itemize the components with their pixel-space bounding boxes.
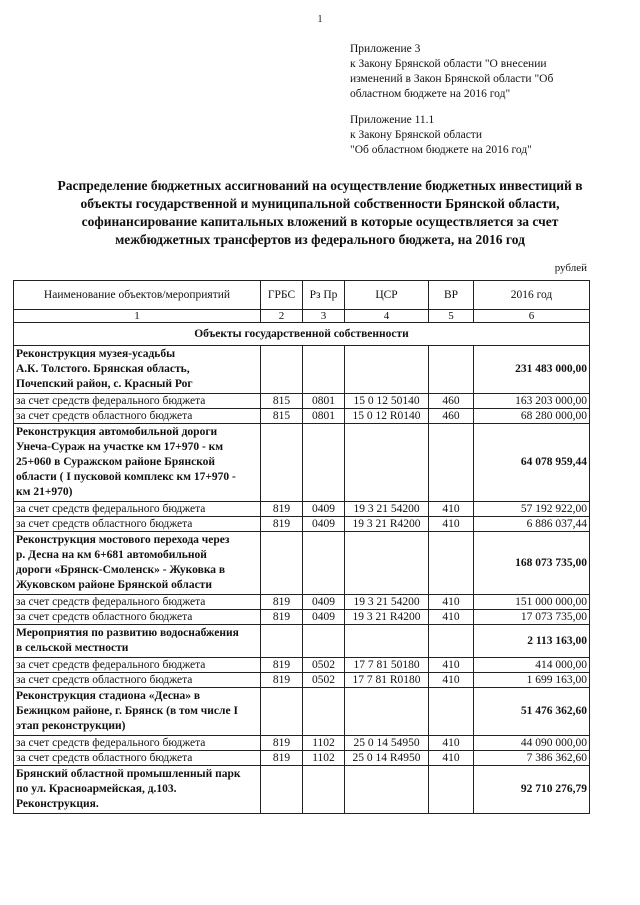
rzpr-code: 0409 — [303, 610, 345, 625]
header-grbs: ГРБС — [261, 281, 303, 310]
title-line: софинансирование капитальных вложений в которые осуществляется за счет — [81, 214, 559, 229]
object-name-line: р. Десна на км 6+681 автомобильной — [16, 549, 207, 561]
empty-cell — [429, 688, 474, 736]
object-name — [14, 625, 261, 658]
empty-cell — [345, 766, 429, 814]
vr-code: 410 — [429, 595, 474, 610]
funding-source: за счет средств федерального бюджета — [14, 595, 261, 610]
title-line: Распределение бюджетных ассигнований на осуществление бюджетных инвестиций в — [57, 178, 583, 193]
amount: 57 192 922,00 — [474, 502, 590, 517]
funding-row — [14, 517, 590, 532]
header-year: 2016 год — [474, 281, 590, 310]
rzpr-code: 0801 — [303, 409, 345, 424]
vr-code: 410 — [429, 517, 474, 532]
object-name — [14, 346, 261, 394]
object-name-line: Реконструкция музея-усадьбы — [16, 348, 176, 360]
empty-cell — [429, 766, 474, 814]
document-title — [20, 177, 620, 249]
header-name: Наименование объектов/мероприятий — [14, 281, 261, 310]
grbs-code: 819 — [261, 658, 303, 673]
object-name-line: дороги «Брянск-Смоленск» - Жуковка в — [16, 564, 226, 576]
column-number: 5 — [429, 310, 474, 323]
grbs-code: 815 — [261, 409, 303, 424]
appendix-line: изменений в Закон Брянской области "Об — [350, 73, 554, 85]
empty-cell — [429, 346, 474, 394]
funding-row — [14, 673, 590, 688]
vr-code: 410 — [429, 673, 474, 688]
header-rzpr: Рз Пр — [303, 281, 345, 310]
empty-cell — [345, 424, 429, 502]
object-name-line: области ( I пусковой комплекс км 17+970 - — [16, 471, 236, 483]
funding-source: за счет средств областного бюджета — [14, 409, 261, 424]
object-name-line: Почепский район, с. Красный Рог — [16, 378, 193, 390]
column-number: 1 — [14, 310, 261, 323]
rzpr-code: 0502 — [303, 658, 345, 673]
header-vr: ВР — [429, 281, 474, 310]
budget-table — [13, 280, 590, 814]
object-name-line: А.К. Толстого. Брянская область, — [16, 363, 190, 375]
column-number-row — [14, 310, 590, 323]
vr-code: 460 — [429, 394, 474, 409]
csr-code: 15 0 12 R0140 — [345, 409, 429, 424]
object-name-line: в сельской местности — [16, 642, 129, 654]
grbs-code: 819 — [261, 751, 303, 766]
empty-cell — [261, 346, 303, 394]
units-label: рублей — [554, 262, 587, 274]
amount: 151 000 000,00 — [474, 595, 590, 610]
appendix-line: Приложение 11.1 — [350, 114, 435, 126]
funding-source: за счет средств областного бюджета — [14, 673, 261, 688]
csr-code: 25 0 14 54950 — [345, 736, 429, 751]
page-number: 1 — [317, 14, 323, 25]
funding-source: за счет средств областного бюджета — [14, 517, 261, 532]
csr-code: 19 3 21 54200 — [345, 595, 429, 610]
grbs-code: 819 — [261, 595, 303, 610]
object-name-line: 25+060 в Суражском районе Брянской — [16, 456, 216, 468]
empty-cell — [303, 532, 345, 595]
object-name-line: Мероприятия по развитию водоснабжения — [16, 627, 239, 639]
funding-source: за счет средств областного бюджета — [14, 610, 261, 625]
header-csr: ЦСР — [345, 281, 429, 310]
csr-code: 19 3 21 54200 — [345, 502, 429, 517]
rzpr-code: 0409 — [303, 502, 345, 517]
object-name — [14, 532, 261, 595]
object-total: 231 483 000,00 — [474, 346, 590, 394]
csr-code: 25 0 14 R4950 — [345, 751, 429, 766]
empty-cell — [261, 766, 303, 814]
funding-source: за счет средств федерального бюджета — [14, 658, 261, 673]
title-line: межбюджетных трансфертов из федерального бюджета, на 2016 год — [115, 232, 525, 247]
amount: 1 699 163,00 — [474, 673, 590, 688]
amount: 17 073 735,00 — [474, 610, 590, 625]
vr-code: 410 — [429, 658, 474, 673]
amount: 7 386 362,60 — [474, 751, 590, 766]
csr-code: 19 3 21 R4200 — [345, 610, 429, 625]
csr-code: 17 7 81 50180 — [345, 658, 429, 673]
grbs-code: 815 — [261, 394, 303, 409]
empty-cell — [303, 625, 345, 658]
empty-cell — [345, 532, 429, 595]
empty-cell — [303, 424, 345, 502]
grbs-code: 819 — [261, 502, 303, 517]
vr-code: 410 — [429, 751, 474, 766]
grbs-code: 819 — [261, 736, 303, 751]
object-row — [14, 625, 590, 658]
object-name-line: Реконструкция стадиона «Десна» в — [16, 690, 201, 702]
appendix-line: к Закону Брянской области — [350, 129, 482, 141]
vr-code: 410 — [429, 610, 474, 625]
column-number: 3 — [303, 310, 345, 323]
amount: 68 280 000,00 — [474, 409, 590, 424]
object-name-line: км 21+970) — [16, 486, 73, 498]
empty-cell — [303, 346, 345, 394]
grbs-code: 819 — [261, 517, 303, 532]
object-total: 168 073 735,00 — [474, 532, 590, 595]
object-name-line: Реконструкция автомобильной дороги — [16, 426, 218, 438]
rzpr-code: 0801 — [303, 394, 345, 409]
empty-cell — [345, 346, 429, 394]
object-name-line: Реконструкция мостового перехода через — [16, 534, 230, 546]
table-header-row — [14, 281, 590, 310]
funding-row — [14, 595, 590, 610]
object-name — [14, 688, 261, 736]
appendix-line: к Закону Брянской области "О внесении — [350, 58, 547, 70]
column-number: 4 — [345, 310, 429, 323]
appendix-line: Приложение 3 — [350, 43, 421, 55]
object-total: 64 078 959,44 — [474, 424, 590, 502]
grbs-code: 819 — [261, 610, 303, 625]
appendix-3-note — [350, 42, 600, 102]
csr-code: 17 7 81 R0180 — [345, 673, 429, 688]
empty-cell — [261, 688, 303, 736]
funding-source: за счет средств федерального бюджета — [14, 394, 261, 409]
vr-code: 460 — [429, 409, 474, 424]
csr-code: 15 0 12 50140 — [345, 394, 429, 409]
funding-row — [14, 409, 590, 424]
object-name-line: Реконструкция. — [16, 798, 99, 810]
appendix-line: областном бюджете на 2016 год" — [350, 88, 511, 100]
object-row — [14, 766, 590, 814]
funding-row — [14, 658, 590, 673]
object-name — [14, 424, 261, 502]
appendix-line: "Об областном бюджете на 2016 год" — [350, 144, 532, 156]
object-name — [14, 766, 261, 814]
object-name-line: этап реконструкции) — [16, 720, 126, 732]
empty-cell — [345, 625, 429, 658]
grbs-code: 819 — [261, 673, 303, 688]
empty-cell — [429, 532, 474, 595]
object-row — [14, 532, 590, 595]
empty-cell — [429, 625, 474, 658]
empty-cell — [303, 766, 345, 814]
rzpr-code: 0502 — [303, 673, 345, 688]
vr-code: 410 — [429, 502, 474, 517]
empty-cell — [303, 688, 345, 736]
empty-cell — [345, 688, 429, 736]
funding-row — [14, 610, 590, 625]
appendix-11-1-note — [350, 113, 600, 158]
object-total: 51 476 362,60 — [474, 688, 590, 736]
column-number: 6 — [474, 310, 590, 323]
rzpr-code: 1102 — [303, 736, 345, 751]
object-total: 2 113 163,00 — [474, 625, 590, 658]
object-row — [14, 346, 590, 394]
funding-row — [14, 751, 590, 766]
funding-row — [14, 502, 590, 517]
csr-code: 19 3 21 R4200 — [345, 517, 429, 532]
object-name-line: Брянский областной промышленный парк — [16, 768, 241, 780]
empty-cell — [261, 625, 303, 658]
title-line: объекты государственной и муниципальной собственности Брянской области, — [80, 196, 560, 211]
funding-source: за счет средств федерального бюджета — [14, 502, 261, 517]
empty-cell — [261, 532, 303, 595]
empty-cell — [261, 424, 303, 502]
funding-row — [14, 736, 590, 751]
object-name-line: Бежицком районе, г. Брянск (в том числе I — [16, 705, 238, 717]
section-title: Объекты государственной собственности — [14, 323, 590, 346]
section-row — [14, 323, 590, 346]
object-name-line: по ул. Красноармейская, д.103. — [16, 783, 177, 795]
object-name-line: Унеча-Сураж на участке км 17+970 - км — [16, 441, 224, 453]
amount: 163 203 000,00 — [474, 394, 590, 409]
rzpr-code: 0409 — [303, 517, 345, 532]
object-name-line: Жуковском районе Брянской области — [16, 579, 212, 591]
vr-code: 410 — [429, 736, 474, 751]
funding-source: за счет средств федерального бюджета — [14, 736, 261, 751]
column-number: 2 — [261, 310, 303, 323]
amount: 414 000,00 — [474, 658, 590, 673]
amount: 6 886 037,44 — [474, 517, 590, 532]
funding-row — [14, 394, 590, 409]
object-row — [14, 424, 590, 502]
rzpr-code: 1102 — [303, 751, 345, 766]
funding-source: за счет средств областного бюджета — [14, 751, 261, 766]
empty-cell — [429, 424, 474, 502]
amount: 44 090 000,00 — [474, 736, 590, 751]
object-total: 92 710 276,79 — [474, 766, 590, 814]
rzpr-code: 0409 — [303, 595, 345, 610]
object-row — [14, 688, 590, 736]
